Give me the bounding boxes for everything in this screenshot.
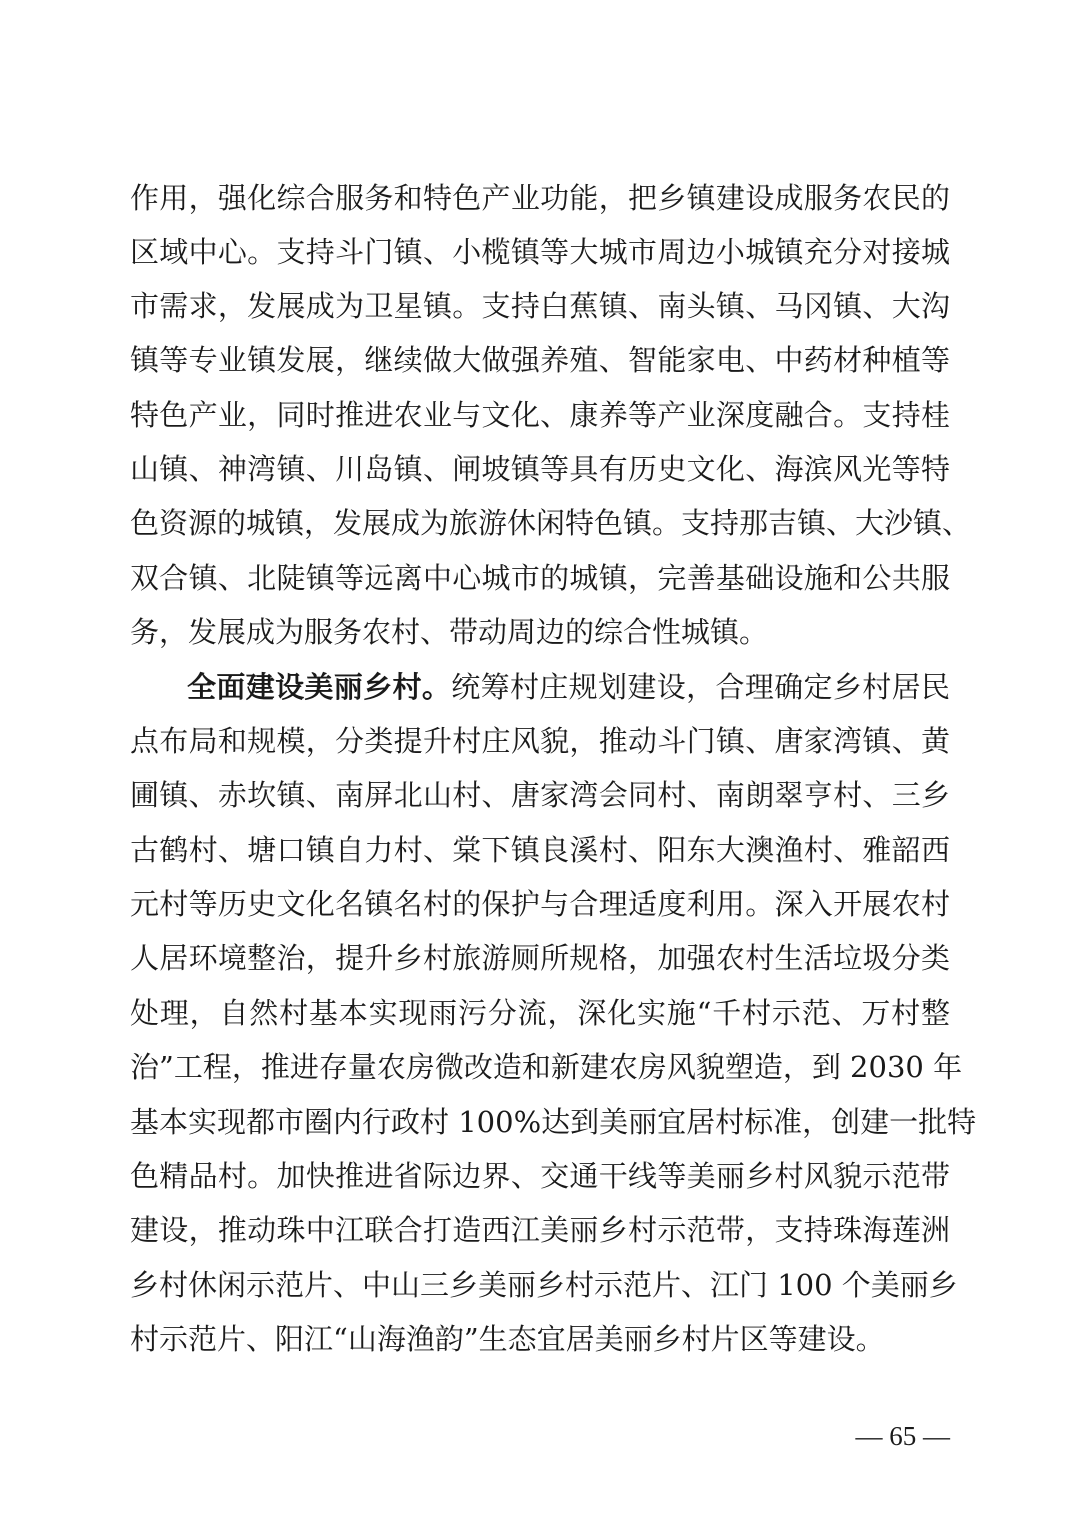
text-line: 处理，自然村基本实现雨污分流，深化实施“千村示范、万村整: [130, 996, 950, 1030]
text-line: 作用，强化综合服务和特色产业功能，把乡镇建设成服务农民的: [130, 181, 950, 215]
text-line: 色精品村。加快推进省际边界、交通干线等美丽乡村风貌示范带: [130, 1159, 950, 1193]
paragraph-first-line: [187, 667, 950, 707]
text-line: 古鹤村、塘口镇自力村、棠下镇良溪村、阳东大澳渔村、雅韶西: [130, 833, 950, 867]
text-line: 元村等历史文化名镇名村的保护与合理适度利用。深入开展农村: [130, 887, 950, 921]
text-line: 色资源的城镇，发展成为旅游休闲特色镇。支持那吉镇、大沙镇、: [130, 506, 972, 540]
text-line: 建设，推动珠中江联合打造西江美丽乡村示范带，支持珠海莲洲: [130, 1213, 950, 1247]
page-number: — 65 —: [855, 1421, 950, 1451]
text-line: 点布局和规模，分类提升村庄风貌，推动斗门镇、唐家湾镇、黄: [130, 724, 950, 758]
text-line: 村示范片、阳江“山海渔韵”生态宜居美丽乡村片区等建设。: [130, 1322, 885, 1356]
text-line: 乡村休闲示范片、中山三乡美丽乡村示范片、江门 100 个美丽乡: [130, 1268, 958, 1302]
text-line: 山镇、神湾镇、川岛镇、闸坡镇等具有历史文化、海滨风光等特: [130, 452, 950, 486]
text-line: 人居环境整治，提升乡村旅游厕所规格，加强农村生活垃圾分类: [130, 941, 950, 975]
text-line: 务，发展成为服务农村、带动周边的综合性城镇。: [130, 615, 769, 649]
text-line: 镇等专业镇发展，继续做大做强养殖、智能家电、中药材种植等: [130, 343, 950, 377]
text-line: 圃镇、赤坎镇、南屏北山村、唐家湾会同村、南朗翠亨村、三乡: [130, 778, 950, 812]
text-line: 治”工程，推进存量农房微改造和新建农房风貌塑造，到 2030 年: [130, 1050, 963, 1084]
text-line: 双合镇、北陡镇等远离中心城市的城镇，完善基础设施和公共服: [130, 561, 950, 595]
section-heading: 全面建设美丽乡村。: [187, 670, 452, 704]
text-span: 统筹村庄规划建设，合理确定乡村居民: [451, 670, 950, 704]
text-line: 基本实现都市圈内行政村 100%达到美丽宜居村标准，创建一批特: [130, 1105, 977, 1139]
text-line: 区域中心。支持斗门镇、小榄镇等大城市周边小城镇充分对接城: [130, 235, 950, 269]
text-line: 市需求，发展成为卫星镇。支持白蕉镇、南头镇、马冈镇、大沟: [130, 289, 950, 323]
text-line: 特色产业，同时推进农业与文化、康养等产业深度融合。支持桂: [130, 398, 950, 432]
